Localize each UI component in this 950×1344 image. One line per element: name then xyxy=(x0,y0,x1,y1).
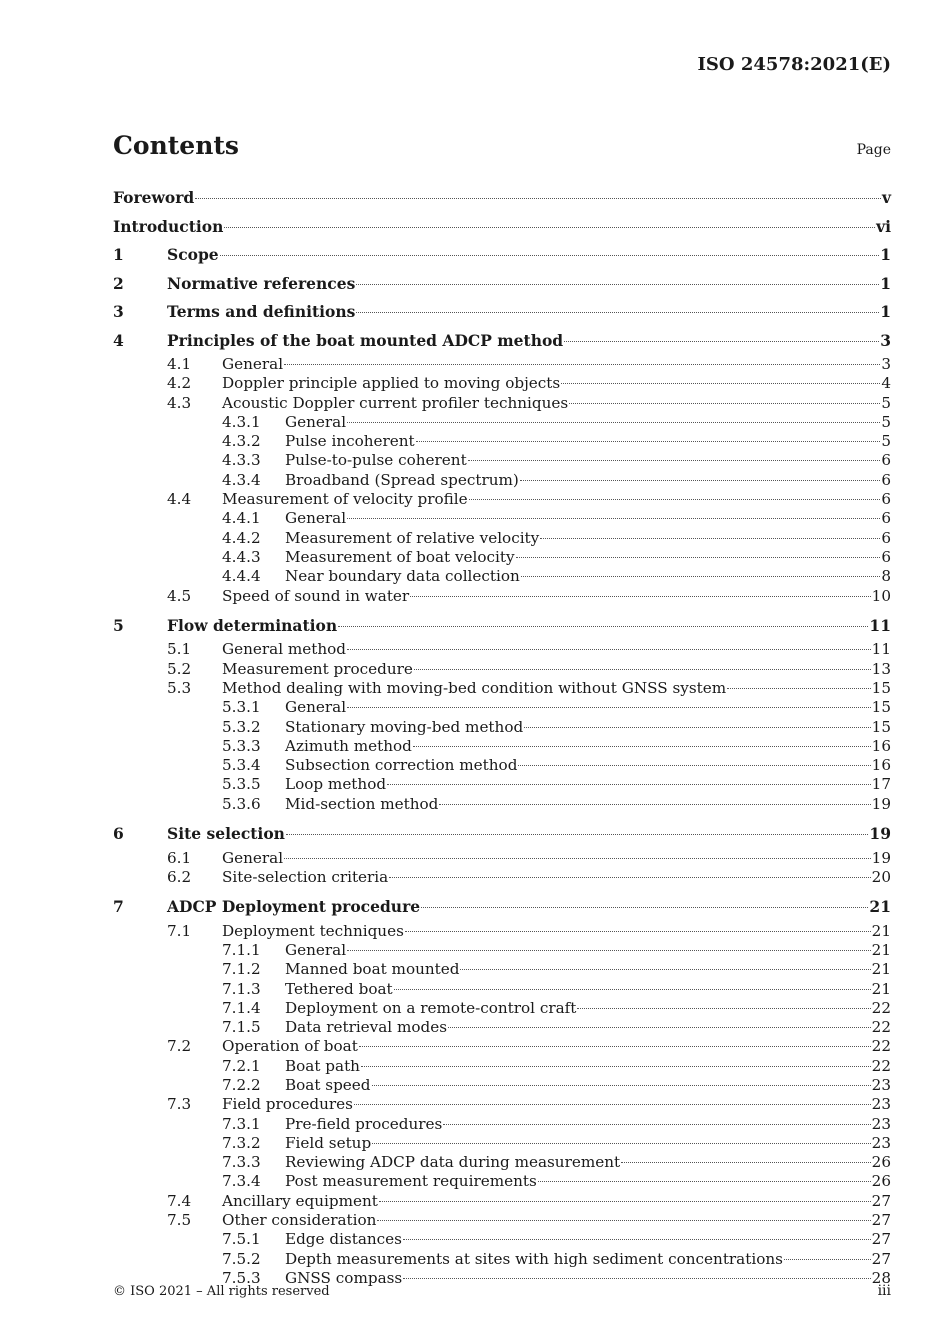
toc-entry[interactable] xyxy=(113,529,891,548)
toc-entry-page[interactable]: 8 xyxy=(881,567,891,586)
toc-entry-page[interactable]: 5 xyxy=(881,393,891,412)
toc-entry-page[interactable]: 5 xyxy=(881,432,891,451)
toc-entry-page[interactable]: 27 xyxy=(871,1230,891,1249)
toc-entry-number: 4.3 xyxy=(167,393,192,412)
toc-entry-title[interactable]: Site selection xyxy=(167,824,285,844)
toc-entry-page[interactable]: 19 xyxy=(871,848,891,867)
toc-entry[interactable] xyxy=(113,868,891,887)
dot-leader xyxy=(538,1181,871,1182)
toc-entry-number: 7.2 xyxy=(167,1037,192,1056)
toc-entry[interactable] xyxy=(113,394,891,413)
toc-entry[interactable] xyxy=(113,737,891,756)
toc-entry-title[interactable]: Broadband (Spread spectrum) xyxy=(285,470,519,489)
toc-entry-title[interactable]: Azimuth method xyxy=(285,736,412,755)
toc-entry-number: 5.3.4 xyxy=(222,756,261,775)
toc-entry-number: 7.2.1 xyxy=(222,1056,261,1075)
toc-entry-number: 6 xyxy=(113,824,124,844)
toc-entry-title[interactable]: Foreword xyxy=(113,188,195,207)
toc-entry-page[interactable]: 15 xyxy=(871,698,891,717)
toc-entry[interactable] xyxy=(113,490,891,509)
toc-entry-title[interactable]: Terms and definitions xyxy=(167,302,356,321)
dot-leader xyxy=(361,1066,871,1067)
toc-entry[interactable] xyxy=(113,612,891,641)
toc-entry-page[interactable]: 26 xyxy=(871,1172,891,1191)
toc-entry-page[interactable]: 3 xyxy=(881,355,891,373)
toc-entry-page[interactable]: 26 xyxy=(871,1153,891,1172)
dot-leader xyxy=(524,727,870,728)
toc-entry[interactable] xyxy=(113,640,891,659)
dot-leader xyxy=(347,649,871,650)
toc-entry[interactable] xyxy=(113,413,891,432)
dot-leader xyxy=(569,403,880,404)
toc-entry-page[interactable]: 6 xyxy=(881,451,891,470)
toc-entry[interactable] xyxy=(113,1057,891,1076)
toc-entry-number: 4.5 xyxy=(167,586,192,605)
toc-entry-title[interactable]: Measurement of boat velocity xyxy=(285,547,515,566)
toc-entry-number: 7.3.3 xyxy=(222,1153,261,1172)
toc-entry-page[interactable]: 6 xyxy=(881,528,891,547)
dot-leader xyxy=(403,1239,871,1240)
toc-entry[interactable] xyxy=(113,893,891,922)
dot-leader xyxy=(784,1259,871,1260)
dot-leader xyxy=(516,557,881,558)
toc-entry[interactable] xyxy=(113,795,891,814)
toc-entry-title[interactable]: Manned boat mounted xyxy=(285,960,460,979)
dot-leader xyxy=(561,383,880,384)
toc-entry-page[interactable]: 13 xyxy=(871,659,891,678)
toc-entry-page[interactable]: 10 xyxy=(871,586,891,605)
contents-heading: Contents xyxy=(113,131,240,160)
toc-entry-page[interactable]: 1 xyxy=(880,302,891,321)
toc-entry-title[interactable]: Post measurement requirements xyxy=(285,1172,537,1191)
toc-entry-title[interactable]: Mid-section method xyxy=(285,794,439,813)
toc-entry-number: 5.3.3 xyxy=(222,736,261,755)
toc-entry-number: 7.3.4 xyxy=(222,1172,261,1191)
toc-entry-page[interactable]: 23 xyxy=(871,1114,891,1133)
dot-leader xyxy=(379,1201,871,1202)
toc-entry[interactable] xyxy=(113,1230,891,1249)
toc-entry-page[interactable]: 11 xyxy=(869,615,891,635)
toc-entry[interactable] xyxy=(113,980,891,999)
toc-entry-page[interactable]: 23 xyxy=(871,1095,891,1114)
toc-entry-number: 7.5.1 xyxy=(222,1230,261,1249)
toc-entry-page[interactable]: 5 xyxy=(881,412,891,431)
toc-entry-page[interactable]: 22 xyxy=(871,1018,891,1037)
toc-entry-page[interactable]: v xyxy=(881,188,891,207)
toc-entry-number: 5.3.1 xyxy=(222,698,261,717)
toc-entry-number: 4.3.2 xyxy=(222,432,261,451)
toc-entry-title[interactable]: Doppler principle applied to moving objects xyxy=(222,374,561,393)
toc-entry-number: 5.1 xyxy=(167,640,192,659)
dot-leader xyxy=(577,1008,870,1009)
toc-entry[interactable] xyxy=(113,509,891,528)
toc-entry[interactable] xyxy=(113,1037,891,1056)
toc-entry-number: 4.2 xyxy=(167,374,192,393)
dot-leader xyxy=(410,596,871,597)
toc-entry[interactable] xyxy=(113,960,891,979)
toc-entry-title[interactable]: Field procedures xyxy=(222,1095,353,1114)
toc-entry[interactable] xyxy=(113,698,891,717)
toc-entry[interactable] xyxy=(113,432,891,451)
toc-entry-page[interactable]: 16 xyxy=(871,736,891,755)
toc-entry-page[interactable]: 6 xyxy=(881,490,891,509)
dot-leader xyxy=(387,784,871,785)
toc-entry[interactable] xyxy=(113,298,891,327)
dot-leader xyxy=(421,907,868,908)
dot-leader xyxy=(413,746,871,747)
dot-leader xyxy=(195,198,881,199)
toc-entry-page[interactable]: 22 xyxy=(871,1037,891,1056)
toc-entry[interactable] xyxy=(113,451,891,470)
toc-entry-title[interactable]: Introduction xyxy=(113,216,224,236)
toc-entry-number: 4.3.1 xyxy=(222,412,261,431)
toc-entry-title[interactable]: Measurement of velocity profile xyxy=(222,490,468,509)
toc-entry[interactable] xyxy=(113,820,891,849)
toc-entry-title[interactable]: General method xyxy=(222,640,347,659)
dot-leader xyxy=(359,1046,871,1047)
toc-entry-title[interactable]: Deployment techniques xyxy=(222,921,404,940)
toc-entry-number: 4.4.2 xyxy=(222,528,261,547)
toc-entry[interactable] xyxy=(113,270,891,299)
toc-entry-title[interactable]: Method dealing with moving-bed condition without GNSS system xyxy=(222,678,727,697)
dot-leader xyxy=(286,834,868,835)
dot-leader xyxy=(416,441,881,442)
toc-entry-title[interactable]: Deployment on a remote-control craft xyxy=(285,998,577,1017)
toc-entry[interactable] xyxy=(113,679,891,698)
dot-leader xyxy=(443,1124,870,1125)
toc-entry-number: 5.2 xyxy=(167,659,192,678)
toc-entry-page[interactable]: 21 xyxy=(871,940,891,959)
toc-entry-number: 4.4.4 xyxy=(222,567,261,586)
toc-entry-number: 7.3.2 xyxy=(222,1133,261,1152)
toc-entry-number: 5 xyxy=(113,615,124,635)
toc-entry-page[interactable]: 22 xyxy=(871,1056,891,1075)
toc-entry-title[interactable]: Field setup xyxy=(285,1133,372,1152)
toc-entry-number: 7.1 xyxy=(167,921,192,940)
toc-entry[interactable] xyxy=(113,184,891,213)
dot-leader xyxy=(439,804,870,805)
toc-entry-title[interactable]: ADCP Deployment procedure xyxy=(167,897,421,917)
dot-leader xyxy=(224,227,875,228)
toc-entry-number: 4.4.1 xyxy=(222,509,261,528)
dot-leader xyxy=(284,858,871,859)
toc-entry-number: 2 xyxy=(113,273,124,293)
toc-entry[interactable] xyxy=(113,1115,891,1134)
toc-entry-page[interactable]: 27 xyxy=(871,1249,891,1268)
dot-leader xyxy=(372,1085,871,1086)
toc-entry[interactable] xyxy=(113,660,891,679)
toc-entry-page[interactable]: 23 xyxy=(871,1076,891,1094)
toc-entry-title[interactable]: Data retrieval modes xyxy=(285,1018,448,1037)
toc-entry-title[interactable]: Loop method xyxy=(285,775,387,794)
toc-entry-number: 7.5.3 xyxy=(222,1268,261,1287)
toc-entry-page[interactable]: vi xyxy=(876,216,891,236)
dot-leader xyxy=(727,688,871,689)
page-number: iii xyxy=(877,1283,891,1299)
toc-entry-title[interactable]: Tethered boat xyxy=(285,979,393,998)
toc-entry-number: 1 xyxy=(113,245,124,264)
toc-entry[interactable] xyxy=(113,1172,891,1191)
dot-leader xyxy=(389,877,870,878)
toc-entry-title[interactable]: General xyxy=(285,940,347,959)
toc-entry-page[interactable]: 21 xyxy=(871,960,891,979)
toc-entry-title[interactable]: Scope xyxy=(167,245,219,264)
toc-entry-title[interactable]: Stationary moving-bed method xyxy=(285,717,524,736)
toc-entry-title[interactable]: Site-selection criteria xyxy=(222,867,389,886)
toc-entry-title[interactable]: Boat speed xyxy=(285,1076,371,1094)
toc-entry-number: 7.5 xyxy=(167,1211,192,1230)
toc-entry-page[interactable]: 16 xyxy=(871,756,891,775)
toc-entry-number: 7 xyxy=(113,897,124,917)
toc-entry[interactable] xyxy=(113,941,891,960)
dot-leader xyxy=(220,255,880,256)
dot-leader xyxy=(354,1104,871,1105)
toc-entry[interactable] xyxy=(113,213,891,242)
toc-entry-number: 7.1.2 xyxy=(222,960,261,979)
toc-entry-page[interactable]: 6 xyxy=(881,547,891,566)
toc-entry-page[interactable]: 27 xyxy=(871,1211,891,1230)
toc-entry-title[interactable]: Near boundary data collection xyxy=(285,567,520,586)
toc-entry-page[interactable]: 4 xyxy=(881,374,891,393)
toc-entry-number: 5.3 xyxy=(167,678,192,697)
page-column-label: Page xyxy=(856,142,891,158)
dot-leader xyxy=(518,765,870,766)
toc-entry-title[interactable]: Speed of sound in water xyxy=(222,586,410,605)
dot-leader xyxy=(347,518,880,519)
dot-leader xyxy=(520,480,880,481)
dot-leader xyxy=(621,1162,871,1163)
toc-entry-page[interactable]: 20 xyxy=(871,867,891,886)
toc-entry[interactable] xyxy=(113,1153,891,1172)
toc-entry-page[interactable]: 17 xyxy=(871,775,891,794)
toc-entry[interactable] xyxy=(113,567,891,586)
toc-entry-title[interactable]: Measurement procedure xyxy=(222,659,413,678)
dot-leader xyxy=(347,950,871,951)
toc-entry-page[interactable]: 15 xyxy=(871,717,891,736)
toc-entry-title[interactable]: General xyxy=(285,412,347,431)
toc-entry[interactable] xyxy=(113,922,891,941)
dot-leader xyxy=(356,284,879,285)
dot-leader xyxy=(540,538,880,539)
toc-entry-page[interactable]: 19 xyxy=(869,824,891,844)
toc-entry-page[interactable]: 21 xyxy=(869,897,891,917)
toc-entry-number: 4.1 xyxy=(167,355,192,373)
toc-entry[interactable] xyxy=(113,241,891,270)
toc-entry-number: 5.3.5 xyxy=(222,775,261,794)
toc-entry-title[interactable]: Boat path xyxy=(285,1056,360,1075)
toc-entry-page[interactable]: 28 xyxy=(871,1268,891,1287)
toc-entry-page[interactable]: 15 xyxy=(871,678,891,697)
toc-entry-title[interactable]: Normative references xyxy=(167,273,356,293)
toc-entry[interactable] xyxy=(113,471,891,490)
toc-entry-page[interactable]: 11 xyxy=(871,640,891,659)
toc-entry-page[interactable]: 22 xyxy=(871,998,891,1017)
toc-entry[interactable] xyxy=(113,756,891,775)
toc-entry[interactable] xyxy=(113,327,891,356)
toc-entry-page[interactable]: 6 xyxy=(881,470,891,489)
toc-entry-number: 4.3.4 xyxy=(222,470,261,489)
toc-entry-number: 4.4 xyxy=(167,490,192,509)
toc-entry-number: 5.3.6 xyxy=(222,794,261,813)
toc-entry-number: 7.3 xyxy=(167,1095,192,1114)
toc-entry-title[interactable]: Flow determination xyxy=(167,615,338,635)
toc-entry-title[interactable]: Edge distances xyxy=(285,1230,402,1249)
toc-entry-number: 7.2.2 xyxy=(222,1076,261,1094)
document-id: ISO 24578:2021(E) xyxy=(697,54,891,75)
toc-entry-number: 7.1.3 xyxy=(222,979,261,998)
toc-entry-title[interactable]: Depth measurements at sites with high sediment concentrations xyxy=(285,1249,783,1268)
toc-entry-title[interactable]: Ancillary equipment xyxy=(222,1191,378,1210)
dot-leader xyxy=(403,1278,870,1279)
toc-entry[interactable] xyxy=(113,849,891,868)
toc-entry-page[interactable]: 21 xyxy=(871,979,891,998)
dot-leader xyxy=(469,499,881,500)
dot-leader xyxy=(347,707,871,708)
toc-entry-page[interactable]: 1 xyxy=(880,245,891,264)
toc-entry-number: 7.1.4 xyxy=(222,998,261,1017)
toc-entry[interactable] xyxy=(113,999,891,1018)
toc-entry-title[interactable]: Principles of the boat mounted ADCP method xyxy=(167,330,564,350)
toc-entry-number: 7.1.5 xyxy=(222,1018,261,1037)
copyright-notice: © ISO 2021 – All rights reserved xyxy=(113,1284,330,1299)
toc-entry[interactable] xyxy=(113,1018,891,1037)
toc-entry[interactable] xyxy=(113,548,891,567)
toc-entry-page[interactable]: 19 xyxy=(871,794,891,813)
toc-entry-title[interactable]: Acoustic Doppler current profiler techniques xyxy=(222,393,569,412)
toc-entry-title[interactable]: General xyxy=(285,509,347,528)
toc-entry-title[interactable]: Pre-field procedures xyxy=(285,1114,443,1133)
dot-leader xyxy=(338,626,868,627)
toc-entry-number: 7.3.1 xyxy=(222,1114,261,1133)
toc-entry-page[interactable]: 1 xyxy=(880,273,891,293)
dot-leader xyxy=(372,1143,870,1144)
dot-leader xyxy=(448,1027,871,1028)
toc-entry-number: 4 xyxy=(113,330,124,350)
toc-entry-title[interactable]: Operation of boat xyxy=(222,1037,358,1056)
toc-entry-number: 7.4 xyxy=(167,1191,192,1210)
toc-entry-page[interactable]: 6 xyxy=(881,509,891,528)
toc-entry[interactable] xyxy=(113,1211,891,1230)
toc-entry-title[interactable]: General xyxy=(222,848,284,867)
dot-leader xyxy=(460,969,870,970)
table-of-contents xyxy=(113,184,891,1288)
toc-entry-title[interactable]: Measurement of relative velocity xyxy=(285,528,540,547)
toc-entry-number: 4.4.3 xyxy=(222,547,261,566)
toc-entry-title[interactable]: Other consideration xyxy=(222,1211,377,1230)
toc-entry[interactable] xyxy=(113,1192,891,1211)
dot-leader xyxy=(564,341,879,342)
dot-leader xyxy=(394,989,871,990)
toc-entry-title[interactable]: Subsection correction method xyxy=(285,756,518,775)
toc-entry-page[interactable]: 27 xyxy=(871,1191,891,1210)
dot-leader xyxy=(377,1220,870,1221)
toc-entry[interactable] xyxy=(113,1095,891,1114)
dot-leader xyxy=(414,669,871,670)
dot-leader xyxy=(521,576,881,577)
dot-leader xyxy=(284,364,880,365)
toc-entry-title[interactable]: Pulse-to-pulse coherent xyxy=(285,451,467,470)
toc-entry-title[interactable]: Pulse incoherent xyxy=(285,432,415,451)
toc-entry-page[interactable]: 3 xyxy=(880,330,891,350)
dot-leader xyxy=(347,422,880,423)
toc-entry-title[interactable]: Reviewing ADCP data during measurement xyxy=(285,1153,621,1172)
dot-leader xyxy=(405,931,871,932)
toc-entry-title[interactable]: General xyxy=(285,698,347,717)
toc-entry[interactable] xyxy=(113,1250,891,1269)
dot-leader xyxy=(468,460,881,461)
toc-entry[interactable] xyxy=(113,355,891,374)
toc-entry-number: 6.2 xyxy=(167,867,192,886)
toc-entry-number: 4.3.3 xyxy=(222,451,261,470)
toc-entry-page[interactable]: 23 xyxy=(871,1133,891,1152)
toc-entry[interactable] xyxy=(113,1076,891,1095)
toc-entry[interactable] xyxy=(113,775,891,794)
toc-entry-number: 5.3.2 xyxy=(222,717,261,736)
toc-entry-title[interactable]: GNSS compass xyxy=(285,1268,403,1287)
toc-entry[interactable] xyxy=(113,374,891,393)
toc-entry-title[interactable]: General xyxy=(222,355,284,373)
toc-entry[interactable] xyxy=(113,718,891,737)
toc-entry-number: 7.5.2 xyxy=(222,1249,261,1268)
toc-entry-number: 3 xyxy=(113,302,124,321)
toc-entry-number: 7.1.1 xyxy=(222,940,261,959)
toc-entry[interactable] xyxy=(113,587,891,606)
dot-leader xyxy=(356,312,879,313)
toc-entry-page[interactable]: 21 xyxy=(871,921,891,940)
toc-entry-number: 6.1 xyxy=(167,848,192,867)
toc-entry[interactable] xyxy=(113,1134,891,1153)
